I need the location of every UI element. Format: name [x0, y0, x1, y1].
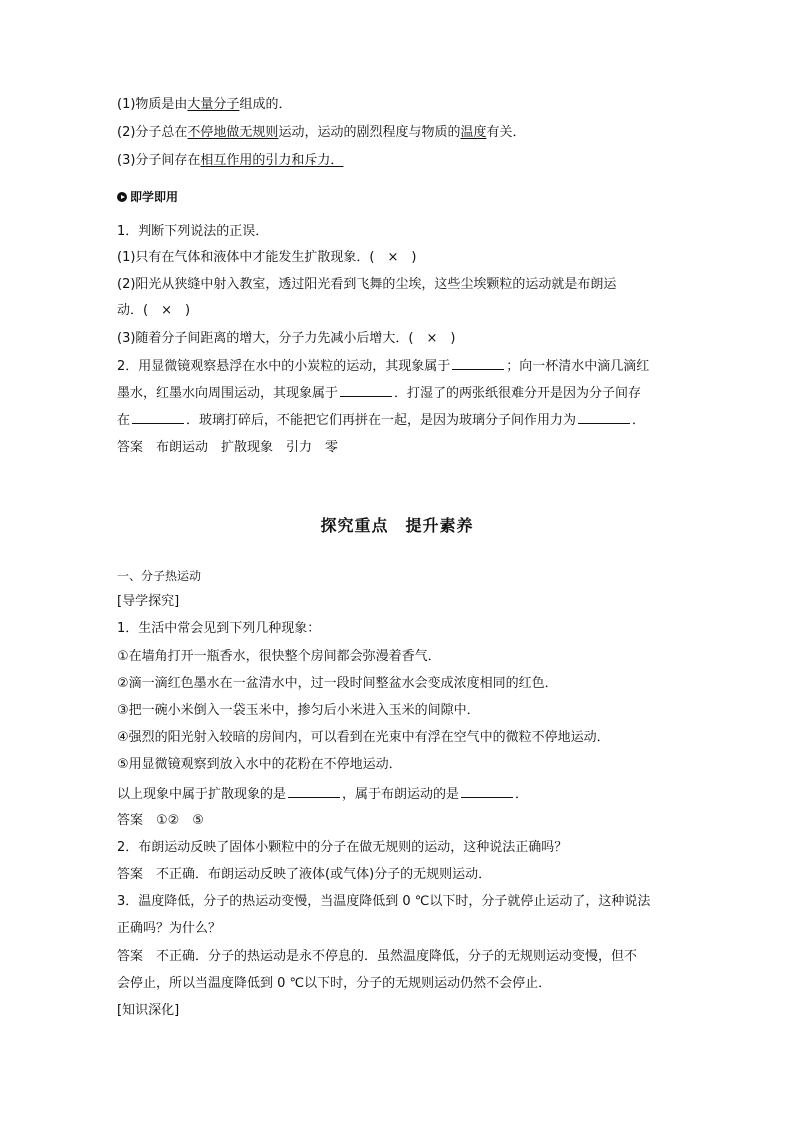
statement-3: (3)随着分子间距离的增大，分子力先减小后增大．( × ) — [117, 331, 456, 346]
summary-line-2: (2)分子总在不停地做无规则运动，运动的剧烈程度与物质的温度有关． — [117, 125, 526, 140]
phenomenon-1: ①在墙角打开一瓶香水，很快整个房间都会弥漫着香气． — [117, 649, 441, 664]
guide-question-1-ask: 以上现象中属于扩散现象的是 ，属于布朗运动的是 ． — [117, 787, 529, 802]
answer-blank — [132, 411, 184, 424]
question-2-answer: 答案 布朗运动 扩散现象 引力 零 — [117, 440, 339, 455]
guide-question-3-line-1: 3．温度降低，分子的热运动变慢，当温度降低到 0 ℃以下时，分子就停止运动了，这种说法 — [117, 894, 651, 909]
guide-question-1: 1．生活中常会见到下列几种现象： — [117, 621, 321, 636]
phenomenon-4: ④强烈的阳光射入较暗的房间内，可以看到在光束中有浮在空气中的微粒不停地运动． — [117, 730, 610, 745]
underlined-answer: 温度 — [460, 125, 487, 140]
play-circle-icon — [117, 192, 127, 202]
statement-1: (1)只有在气体和液体中才能发生扩散现象．( × ) — [117, 250, 417, 265]
answer-blank — [578, 411, 630, 424]
apply-header: 即学即用 — [117, 188, 178, 206]
answer-blank — [452, 357, 504, 370]
phenomenon-3: ③把一碗小米倒入一袋玉米中，掺匀后小米进入玉米的间隙中． — [117, 703, 480, 718]
deepen-label: [知识深化] — [117, 1003, 180, 1018]
answer-blank — [288, 785, 340, 798]
question-1-title: 1．判断下列说法的正误． — [117, 224, 269, 239]
statement-2-line-2: 动．( × ) — [117, 303, 191, 318]
summary-line-1: (1)物质是由大量分子组成的． — [117, 97, 292, 112]
phenomenon-2: ②滴一滴红色墨水在一盆清水中，过一段时间整盆水会变成浓度相同的红色． — [117, 676, 558, 691]
question-2-line-3: 在 ．玻璃打碎后，不能把它们再拼在一起，是因为玻璃分子间作用力为 ． — [117, 413, 646, 428]
guide-question-3-line-2: 正确吗？为什么？ — [117, 921, 222, 936]
question-2-line-2: 墨水，红墨水向周围运动，其现象属于 ．打湿了的两张纸很难分开是因为分子间存 — [117, 386, 642, 401]
phenomenon-5: ⑤用显微镜观察到放入水中的花粉在不停地运动． — [117, 757, 402, 772]
section-title: 探究重点 提升素养 — [320, 516, 474, 535]
guide-label: [导学探究] — [117, 594, 180, 609]
answer-blank — [340, 384, 392, 397]
guide-question-2: 2．布朗运动反映了固体小颗粒中的分子在做无规则的运动，这种说法正确吗？ — [117, 840, 568, 855]
statement-2-line-1: (2)阳光从狭缝中射入教室，透过阳光看到飞舞的尘埃，这些尘埃颗粒的运动就是布朗运 — [117, 277, 617, 292]
guide-answer-1: 答案 ①② ⑤ — [117, 813, 204, 828]
question-2-line-1: 2．用显微镜观察悬浮在水中的小炭粒的运动，其现象属于 ；向一杯清水中滴几滴红 — [117, 359, 650, 374]
guide-answer-3-line-1: 答案 不正确．分子的热运动是永不停息的．虽然温度降低，分子的无规则运动变慢，但不 — [117, 949, 638, 964]
underlined-answer: 不停地做无规则 — [187, 125, 279, 140]
answer-blank — [461, 785, 513, 798]
summary-line-3: (3)分子间存在相互作用的引力和斥力． — [117, 153, 344, 168]
guide-answer-3-line-2: 会停止，所以当温度降低到 0 ℃以下时，分子的无规则运动仍然不会停止． — [117, 976, 552, 991]
underlined-answer: 相互作用的引力和斥力． — [200, 153, 344, 168]
part-1-heading: 一、分子热运动 — [117, 569, 202, 583]
underlined-answer: 大量分子 — [187, 97, 240, 112]
guide-answer-2: 答案 不正确．布朗运动反映了液体(或气体)分子的无规则运动． — [117, 867, 492, 882]
